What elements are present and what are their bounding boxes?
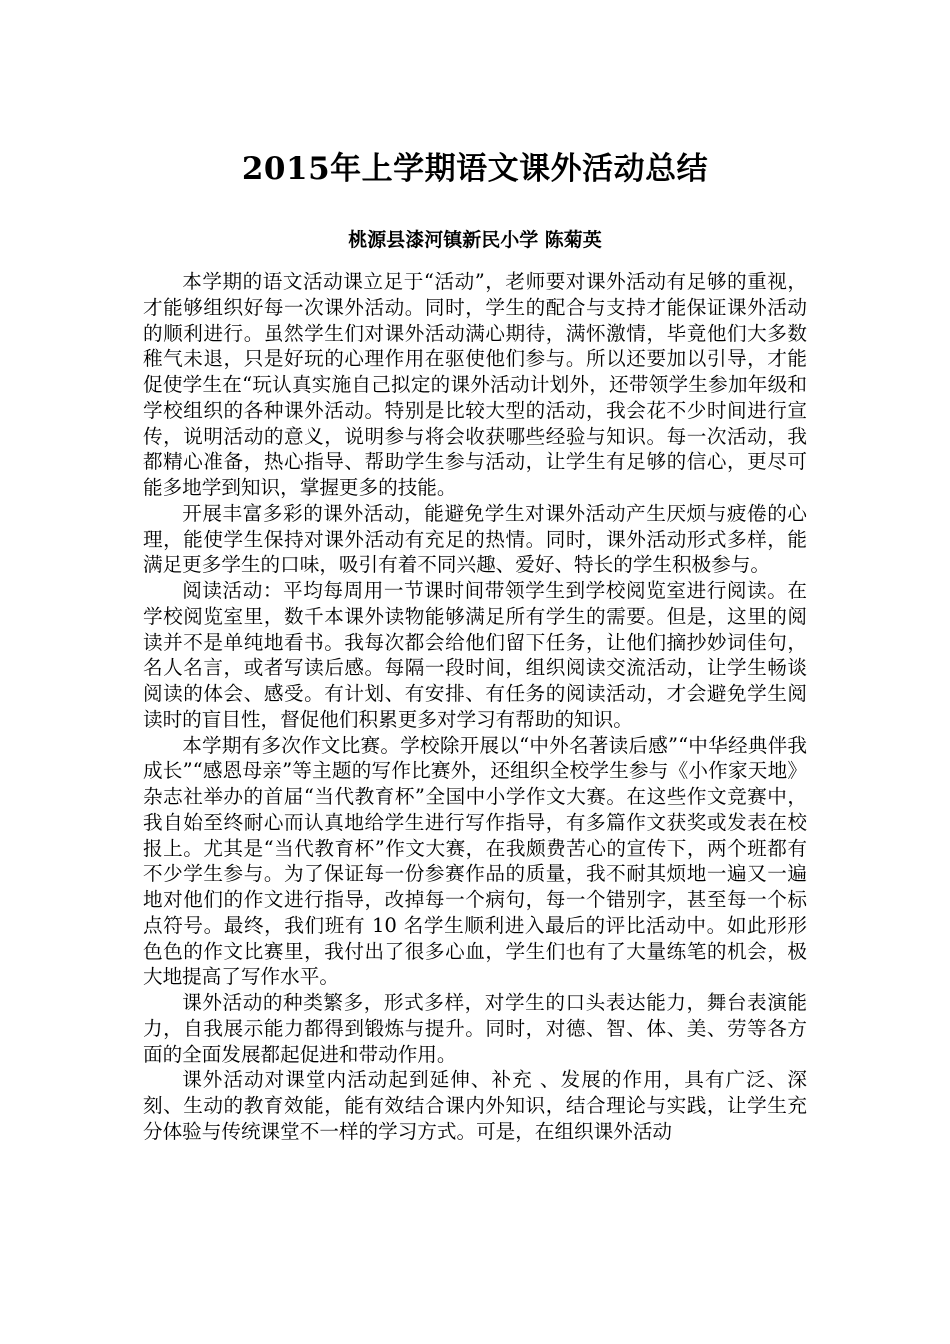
paragraph-essay-contests: 本学期有多次作文比赛。学校除开展以“中外名著读后感”“中华经典伴我成长”“感恩母亲”等主题的写作比赛外，还组织全校学生参与《小作家天地》杂志社举办的首届“当代教育杯”全国中小学作文大赛。在这些作文竞赛中，我自始至终耐心而认真地给学生进行写作指导，有多篇作文获奖或发表在校报上。尤其是“当代教育杯”作文大赛，在我颇费苦心的宣传下，两个班都有不少学生参与。为了保证每一份参赛作品的质量，我不耐其烦地一遍又一遍地对他们的作文进行指导，改掉每一个病句，每一个错别字，甚至每一个标点符号。最终，我们班有 10 名学生顺利进入最后的评比活动中。如此形形色色的作文比赛里，我付出了很多心血，学生们也有了大量练笔的机会，极大地提高了写作水平。	[143, 733, 807, 989]
paragraph-variety: 开展丰富多彩的课外活动，能避免学生对课外活动产生厌烦与疲倦的心理，能使学生保持对课外活动有充足的热情。同时，课外活动形式多样，能满足更多学生的口味，吸引有着不同兴趣、爱好、特长的学生积极参与。	[143, 501, 807, 577]
document-body	[143, 269, 807, 1145]
paragraph-abilities: 课外活动的种类繁多，形式多样，对学生的口头表达能力，舞台表演能力，自我展示能力都得到锻炼与提升。同时，对德、智、体、美、劳等各方面的全面发展都起促进和带动作用。	[143, 991, 807, 1066]
paragraph-reading: 阅读活动：平均每周用一节课时间带领学生到学校阅览室进行阅读。在学校阅览室里，数千本课外读物能够满足所有学生的需要。但是，这里的阅读并不是单纯地看书。我每次都会给他们留下任务，让他们摘抄妙词佳句，名人名言，或者写读后感。每隔一段时间，组织阅读交流活动，让学生畅谈阅读的体会、感受。有计划、有安排、有任务的阅读活动，才会避免学生阅读时的盲目性，督促他们积累更多对学习有帮助的知识。	[143, 579, 807, 731]
paragraph-extension: 课外活动对课堂内活动起到延伸、补充 、发展的作用，具有广泛、深刻、生动的教育效能，能有效结合课内外知识，结合理论与实践，让学生充分体验与传统课堂不一样的学习方式。可是，在组织课外活动	[143, 1068, 807, 1143]
paragraph-intro: 本学期的语文活动课立足于“活动”，老师要对课外活动有足够的重视，才能够组织好每一次课外活动。同时，学生的配合与支持才能保证课外活动的顺利进行。虽然学生们对课外活动满心期待，满怀激情，毕竟他们大多数稚气未退，只是好玩的心理作用在驱使他们参与。所以还要加以引导，才能促使学生在“玩认真实施自己拟定的课外活动计划外，还带领学生参加年级和学校组织的各种课外活动。特别是比较大型的活动，我会花不少时间进行宣传，说明活动的意义，说明参与将会收获哪些经验与知识。每一次活动，我都精心准备，热心指导、帮助学生参与活动，让学生有足够的信心，更尽可能多地学到知识，掌握更多的技能。	[143, 270, 807, 499]
author-line: 桃源县漆河镇新民小学 陈菊英	[348, 229, 602, 251]
document-title: 2015年上学期语文课外活动总结	[241, 150, 709, 187]
